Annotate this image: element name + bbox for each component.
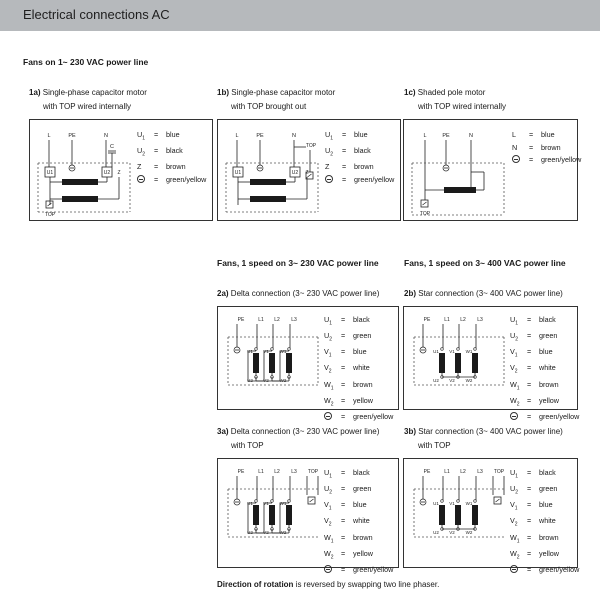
winding-coil	[472, 353, 478, 373]
terminal-code: $U_1$	[324, 468, 332, 480]
terminal-point	[288, 348, 291, 351]
wiring-diagram-1a	[29, 119, 213, 221]
legend-row	[510, 532, 579, 548]
terminal-point	[441, 348, 444, 351]
equals-sign: =	[527, 564, 532, 574]
wire-color: green/yellow	[354, 174, 395, 184]
terminal-code: $V_1$	[324, 500, 332, 512]
terminal-label: U1	[433, 349, 439, 354]
terminal-point	[457, 348, 460, 351]
equals-sign: =	[342, 174, 347, 184]
wire-color: black	[353, 468, 370, 477]
legend-row	[325, 161, 394, 174]
terminal-code: $U_2$	[324, 331, 332, 343]
thermal-protector-contact	[423, 202, 427, 205]
terminal-label: L3	[477, 317, 483, 323]
wire-color: white	[539, 516, 556, 526]
winding-coil	[455, 353, 461, 373]
equals-sign: =	[154, 162, 159, 172]
legend-row	[510, 564, 579, 577]
terminal-label: PE	[237, 469, 245, 475]
terminal-point	[457, 500, 460, 503]
terminal-label: V2	[449, 530, 455, 535]
section-heading-3ph-230: Fans, 1 speed on 3~ 230 VAC power line	[217, 258, 379, 268]
ground-icon	[512, 154, 529, 167]
wire-color: black	[539, 315, 556, 324]
legend-row	[325, 174, 394, 187]
legend-row	[510, 467, 579, 483]
equals-sign: =	[341, 347, 346, 357]
legend-row	[324, 499, 393, 515]
winding-coil	[444, 187, 476, 193]
terminal-label: V1	[449, 501, 455, 506]
legend-row	[512, 154, 581, 167]
terminal-point	[271, 500, 274, 503]
terminal-code: N	[512, 142, 518, 152]
equals-sign: =	[341, 331, 346, 341]
legend-row	[510, 395, 579, 411]
terminal-label: W2	[465, 530, 473, 535]
legend-row	[510, 515, 579, 531]
terminal-label: Z	[117, 170, 121, 176]
terminal-label: V1	[263, 349, 269, 354]
legend-row	[324, 532, 393, 548]
legend-row	[324, 395, 393, 411]
terminal-code: Z	[137, 162, 142, 172]
wire-color: green/yellow	[539, 564, 580, 574]
section-heading-single-phase: Fans on 1~ 230 VAC power line	[23, 57, 149, 67]
caption-1b: 1b) Single-phase capacitor motor with TOP brought out	[217, 88, 336, 111]
ground-icon	[325, 174, 342, 187]
terminal-label: W2	[279, 530, 287, 535]
equals-sign: =	[527, 347, 532, 357]
equals-sign: =	[342, 130, 347, 139]
terminal-label: C	[110, 144, 114, 150]
terminal-code: $V_1$	[324, 347, 332, 359]
terminal-label: TOP	[419, 211, 431, 217]
legend-row	[137, 161, 206, 174]
terminal-label: L	[235, 133, 239, 139]
equals-sign: =	[154, 174, 159, 184]
legend-row	[325, 145, 394, 161]
terminal-label: V2	[263, 378, 269, 383]
terminal-label: L2	[460, 469, 466, 475]
terminal-code: $V_1$	[510, 500, 518, 512]
ground-icon	[510, 564, 527, 577]
terminal-label: V1	[263, 501, 269, 506]
terminal-code: $W_1$	[324, 379, 334, 391]
terminal-label: N	[292, 133, 296, 139]
wiring-diagram-1c	[403, 119, 582, 221]
terminal-label: U2	[103, 170, 111, 176]
terminal-label: U2	[291, 170, 299, 176]
wire-color: white	[353, 516, 370, 526]
legend-row	[510, 362, 579, 378]
winding-coil	[472, 505, 478, 525]
terminal-label: PE	[442, 133, 450, 139]
wire-color: green	[539, 331, 558, 341]
terminal-label: U1	[247, 501, 253, 506]
legend-row	[324, 411, 393, 424]
wire-color: blue	[354, 130, 368, 139]
equals-sign: =	[527, 363, 532, 373]
page-header	[0, 0, 600, 31]
terminal-code: $W_2$	[324, 395, 334, 408]
legend-row	[510, 548, 579, 564]
terminal-label: PE	[256, 133, 264, 139]
legend-row	[510, 314, 579, 330]
terminal-label: TOP	[44, 212, 56, 218]
terminal-label: L1	[258, 317, 264, 323]
wire-color: black	[354, 146, 371, 156]
terminal-label: U1	[433, 501, 439, 506]
terminal-label: V2	[263, 530, 269, 535]
terminal-label: U2	[247, 378, 253, 383]
wire-color: yellow	[353, 548, 373, 558]
equals-sign: =	[341, 468, 346, 477]
legend-row	[137, 145, 206, 161]
ground-icon	[137, 174, 154, 187]
terminal-code: $W_1$	[510, 379, 520, 391]
legend-row	[324, 346, 393, 362]
legend	[137, 129, 206, 187]
terminal-label: PE	[237, 317, 245, 323]
wire-color: brown	[354, 162, 374, 172]
terminal-code: $U_1$	[510, 468, 518, 480]
winding-coil	[250, 179, 286, 185]
legend-row	[137, 174, 206, 187]
equals-sign: =	[341, 395, 346, 405]
equals-sign: =	[527, 532, 532, 542]
terminal-code: $V_2$	[510, 516, 518, 528]
terminal-label: TOP	[307, 469, 319, 475]
legend	[510, 467, 579, 577]
legend	[510, 314, 579, 424]
winding-coil	[253, 353, 259, 373]
legend-row	[324, 483, 393, 499]
terminal-code: $W_2$	[324, 548, 334, 561]
terminal-label: L1	[444, 317, 450, 323]
legend-row	[512, 129, 581, 142]
wire-color: green	[353, 484, 372, 494]
page-title: Electrical connections AC	[23, 7, 170, 22]
terminal-label: L2	[460, 317, 466, 323]
legend-row	[324, 362, 393, 378]
legend-row	[325, 129, 394, 145]
legend-row	[324, 564, 393, 577]
terminal-code: $U_1$	[510, 315, 518, 327]
equals-sign: =	[529, 130, 534, 139]
equals-sign: =	[341, 379, 346, 389]
terminal-label: TOP	[493, 469, 505, 475]
legend-row	[324, 379, 393, 395]
caption-2a: 2a) Delta connection (3~ 230 VAC power line)	[217, 289, 380, 298]
winding-coil	[253, 505, 259, 525]
terminal-label: U1	[234, 170, 242, 176]
wire-color: blue	[541, 130, 555, 139]
legend-row	[324, 515, 393, 531]
wire-color: yellow	[539, 395, 559, 405]
wire-color: green/yellow	[539, 411, 580, 421]
winding-coil	[439, 353, 445, 373]
terminal-label: L	[47, 133, 51, 139]
equals-sign: =	[154, 130, 159, 139]
terminal-point	[288, 500, 291, 503]
terminal-code: $U_2$	[325, 146, 333, 158]
terminal-label: PE	[68, 133, 76, 139]
terminal-label: Z	[305, 170, 309, 176]
terminal-code: $U_2$	[324, 484, 332, 496]
winding-coil	[439, 505, 445, 525]
legend-row	[510, 499, 579, 515]
wire-color: green/yellow	[166, 174, 207, 184]
equals-sign: =	[527, 395, 532, 405]
wire-color: yellow	[539, 548, 559, 558]
terminal-code: Z	[325, 162, 330, 172]
legend-row	[510, 483, 579, 499]
winding-coil	[269, 353, 275, 373]
terminal-label: L3	[291, 469, 297, 475]
terminal-label: N	[104, 133, 108, 139]
ground-icon	[324, 411, 341, 424]
legend-row	[510, 379, 579, 395]
winding-coil	[286, 505, 292, 525]
terminal-code: $U_1$	[325, 130, 333, 142]
terminal-label: W1	[465, 501, 473, 506]
terminal-label: U2	[433, 378, 439, 383]
wire-color: brown	[539, 379, 559, 389]
legend-row	[512, 142, 581, 155]
equals-sign: =	[527, 548, 532, 558]
legend-row	[510, 411, 579, 424]
legend-row	[324, 467, 393, 483]
caption-2b: 2b) Star connection (3~ 400 VAC power line)	[404, 289, 563, 298]
wire-color: blue	[166, 130, 180, 139]
terminal-label: V1	[449, 349, 455, 354]
legend-row	[324, 314, 393, 330]
wire-color: black	[353, 315, 370, 324]
equals-sign: =	[527, 331, 532, 341]
wire-color: black	[166, 146, 183, 156]
equals-sign: =	[154, 146, 159, 156]
terminal-point	[271, 348, 274, 351]
terminal-label: TOP	[305, 143, 317, 149]
equals-sign: =	[341, 564, 346, 574]
terminal-label: L1	[258, 469, 264, 475]
caption-3a: 3a) Delta connection (3~ 230 VAC power line) with TOP	[217, 427, 380, 450]
terminal-point	[255, 348, 258, 351]
terminal-code: $U_2$	[137, 146, 145, 158]
terminal-label: L3	[477, 469, 483, 475]
section-heading-3ph-400: Fans, 1 speed on 3~ 400 VAC power line	[404, 258, 566, 268]
winding-coil	[269, 505, 275, 525]
ground-icon	[324, 564, 341, 577]
terminal-point	[474, 500, 477, 503]
legend-row	[324, 330, 393, 346]
winding-coil	[286, 353, 292, 373]
wire-color: brown	[353, 379, 373, 389]
winding-coil	[62, 179, 98, 185]
equals-sign: =	[341, 363, 346, 373]
equals-sign: =	[527, 484, 532, 494]
wire-color: blue	[353, 347, 367, 357]
legend-row	[510, 330, 579, 346]
terminal-label: W1	[465, 349, 473, 354]
terminal-code: $U_1$	[137, 130, 145, 142]
terminal-label: V2	[449, 378, 455, 383]
winding-coil	[250, 196, 286, 202]
thermal-protector-contact	[48, 203, 52, 206]
terminal-code: $V_2$	[510, 363, 518, 375]
equals-sign: =	[341, 532, 346, 542]
wire-color: blue	[539, 500, 553, 510]
terminal-code: $U_2$	[510, 331, 518, 343]
legend	[325, 129, 394, 187]
terminal-label: W1	[279, 501, 287, 506]
equals-sign: =	[342, 162, 347, 172]
terminal-label: W2	[465, 378, 473, 383]
thermal-protector-contact	[496, 499, 500, 502]
legend-row	[137, 129, 206, 145]
thermal-protector-contact	[310, 499, 314, 502]
wire-color: brown	[353, 532, 373, 542]
terminal-label: L3	[291, 317, 297, 323]
equals-sign: =	[527, 411, 532, 421]
equals-sign: =	[341, 411, 346, 421]
legend	[324, 467, 393, 577]
terminal-code: $W_2$	[510, 548, 520, 561]
wire-color: blue	[539, 347, 553, 357]
wiring-diagram-2b	[403, 306, 580, 421]
caption-1a: 1a) Single-phase capacitor motor with TOP wired internally	[29, 88, 147, 111]
equals-sign: =	[527, 379, 532, 389]
caption-3b: 3b) Star connection (3~ 400 VAC power line) with TOP	[404, 427, 563, 450]
winding-coil	[455, 505, 461, 525]
terminal-label: PE	[423, 317, 431, 323]
terminal-point	[255, 500, 258, 503]
terminal-label: L	[423, 133, 427, 139]
terminal-label: U1	[247, 349, 253, 354]
terminal-label: W1	[279, 349, 287, 354]
terminal-code: $W_2$	[510, 395, 520, 408]
terminal-label: W2	[279, 378, 287, 383]
wire-color: green	[353, 331, 372, 341]
equals-sign: =	[527, 315, 532, 324]
terminal-code: $U_2$	[510, 484, 518, 496]
terminal-label: U2	[433, 530, 439, 535]
terminal-point	[474, 348, 477, 351]
terminal-code: $W_1$	[324, 532, 334, 544]
wire-color: green/yellow	[353, 564, 394, 574]
equals-sign: =	[527, 468, 532, 477]
terminal-code: $V_2$	[324, 516, 332, 528]
legend-row	[510, 346, 579, 362]
wiring-diagram-2a	[217, 306, 399, 421]
wire-color: brown	[166, 162, 186, 172]
equals-sign: =	[529, 142, 534, 152]
terminal-label: L2	[274, 469, 280, 475]
equals-sign: =	[342, 146, 347, 156]
terminal-code: $V_2$	[324, 363, 332, 375]
terminal-code: $U_1$	[324, 315, 332, 327]
equals-sign: =	[341, 315, 346, 324]
equals-sign: =	[341, 516, 346, 526]
terminal-code: $W_1$	[510, 532, 520, 544]
terminal-code: L	[512, 130, 516, 139]
wire-color: black	[539, 468, 556, 477]
terminal-point	[441, 500, 444, 503]
wire-color: green/yellow	[541, 155, 582, 165]
wire-color: green/yellow	[353, 411, 394, 421]
wire-color: blue	[353, 500, 367, 510]
terminal-label: U1	[46, 170, 54, 176]
wire-color: white	[539, 363, 556, 373]
wire-color: brown	[541, 142, 561, 152]
caption-1c: 1c) Shaded pole motor with TOP wired internally	[404, 88, 507, 111]
rotation-note: Direction of rotation is reversed by swapping two line phaser.	[217, 580, 440, 589]
wiring-diagram-3a	[217, 458, 399, 574]
wire-color: brown	[539, 532, 559, 542]
wiring-diagram-3b	[403, 458, 580, 574]
terminal-label: L1	[444, 469, 450, 475]
equals-sign: =	[529, 155, 534, 165]
wire-color: green	[539, 484, 558, 494]
terminal-label: N	[469, 133, 473, 139]
terminal-label: PE	[423, 469, 431, 475]
terminal-code: $V_1$	[510, 347, 518, 359]
equals-sign: =	[527, 516, 532, 526]
terminal-label: L2	[274, 317, 280, 323]
terminal-label: U2	[247, 530, 253, 535]
legend	[324, 314, 393, 424]
wire-color: white	[353, 363, 370, 373]
ground-icon	[510, 411, 527, 424]
equals-sign: =	[341, 500, 346, 510]
equals-sign: =	[341, 484, 346, 494]
legend-row	[324, 548, 393, 564]
legend	[512, 129, 581, 167]
equals-sign: =	[341, 548, 346, 558]
equals-sign: =	[527, 500, 532, 510]
wiring-diagram-1b	[217, 119, 401, 221]
wire-color: yellow	[353, 395, 373, 405]
winding-coil	[62, 196, 98, 202]
